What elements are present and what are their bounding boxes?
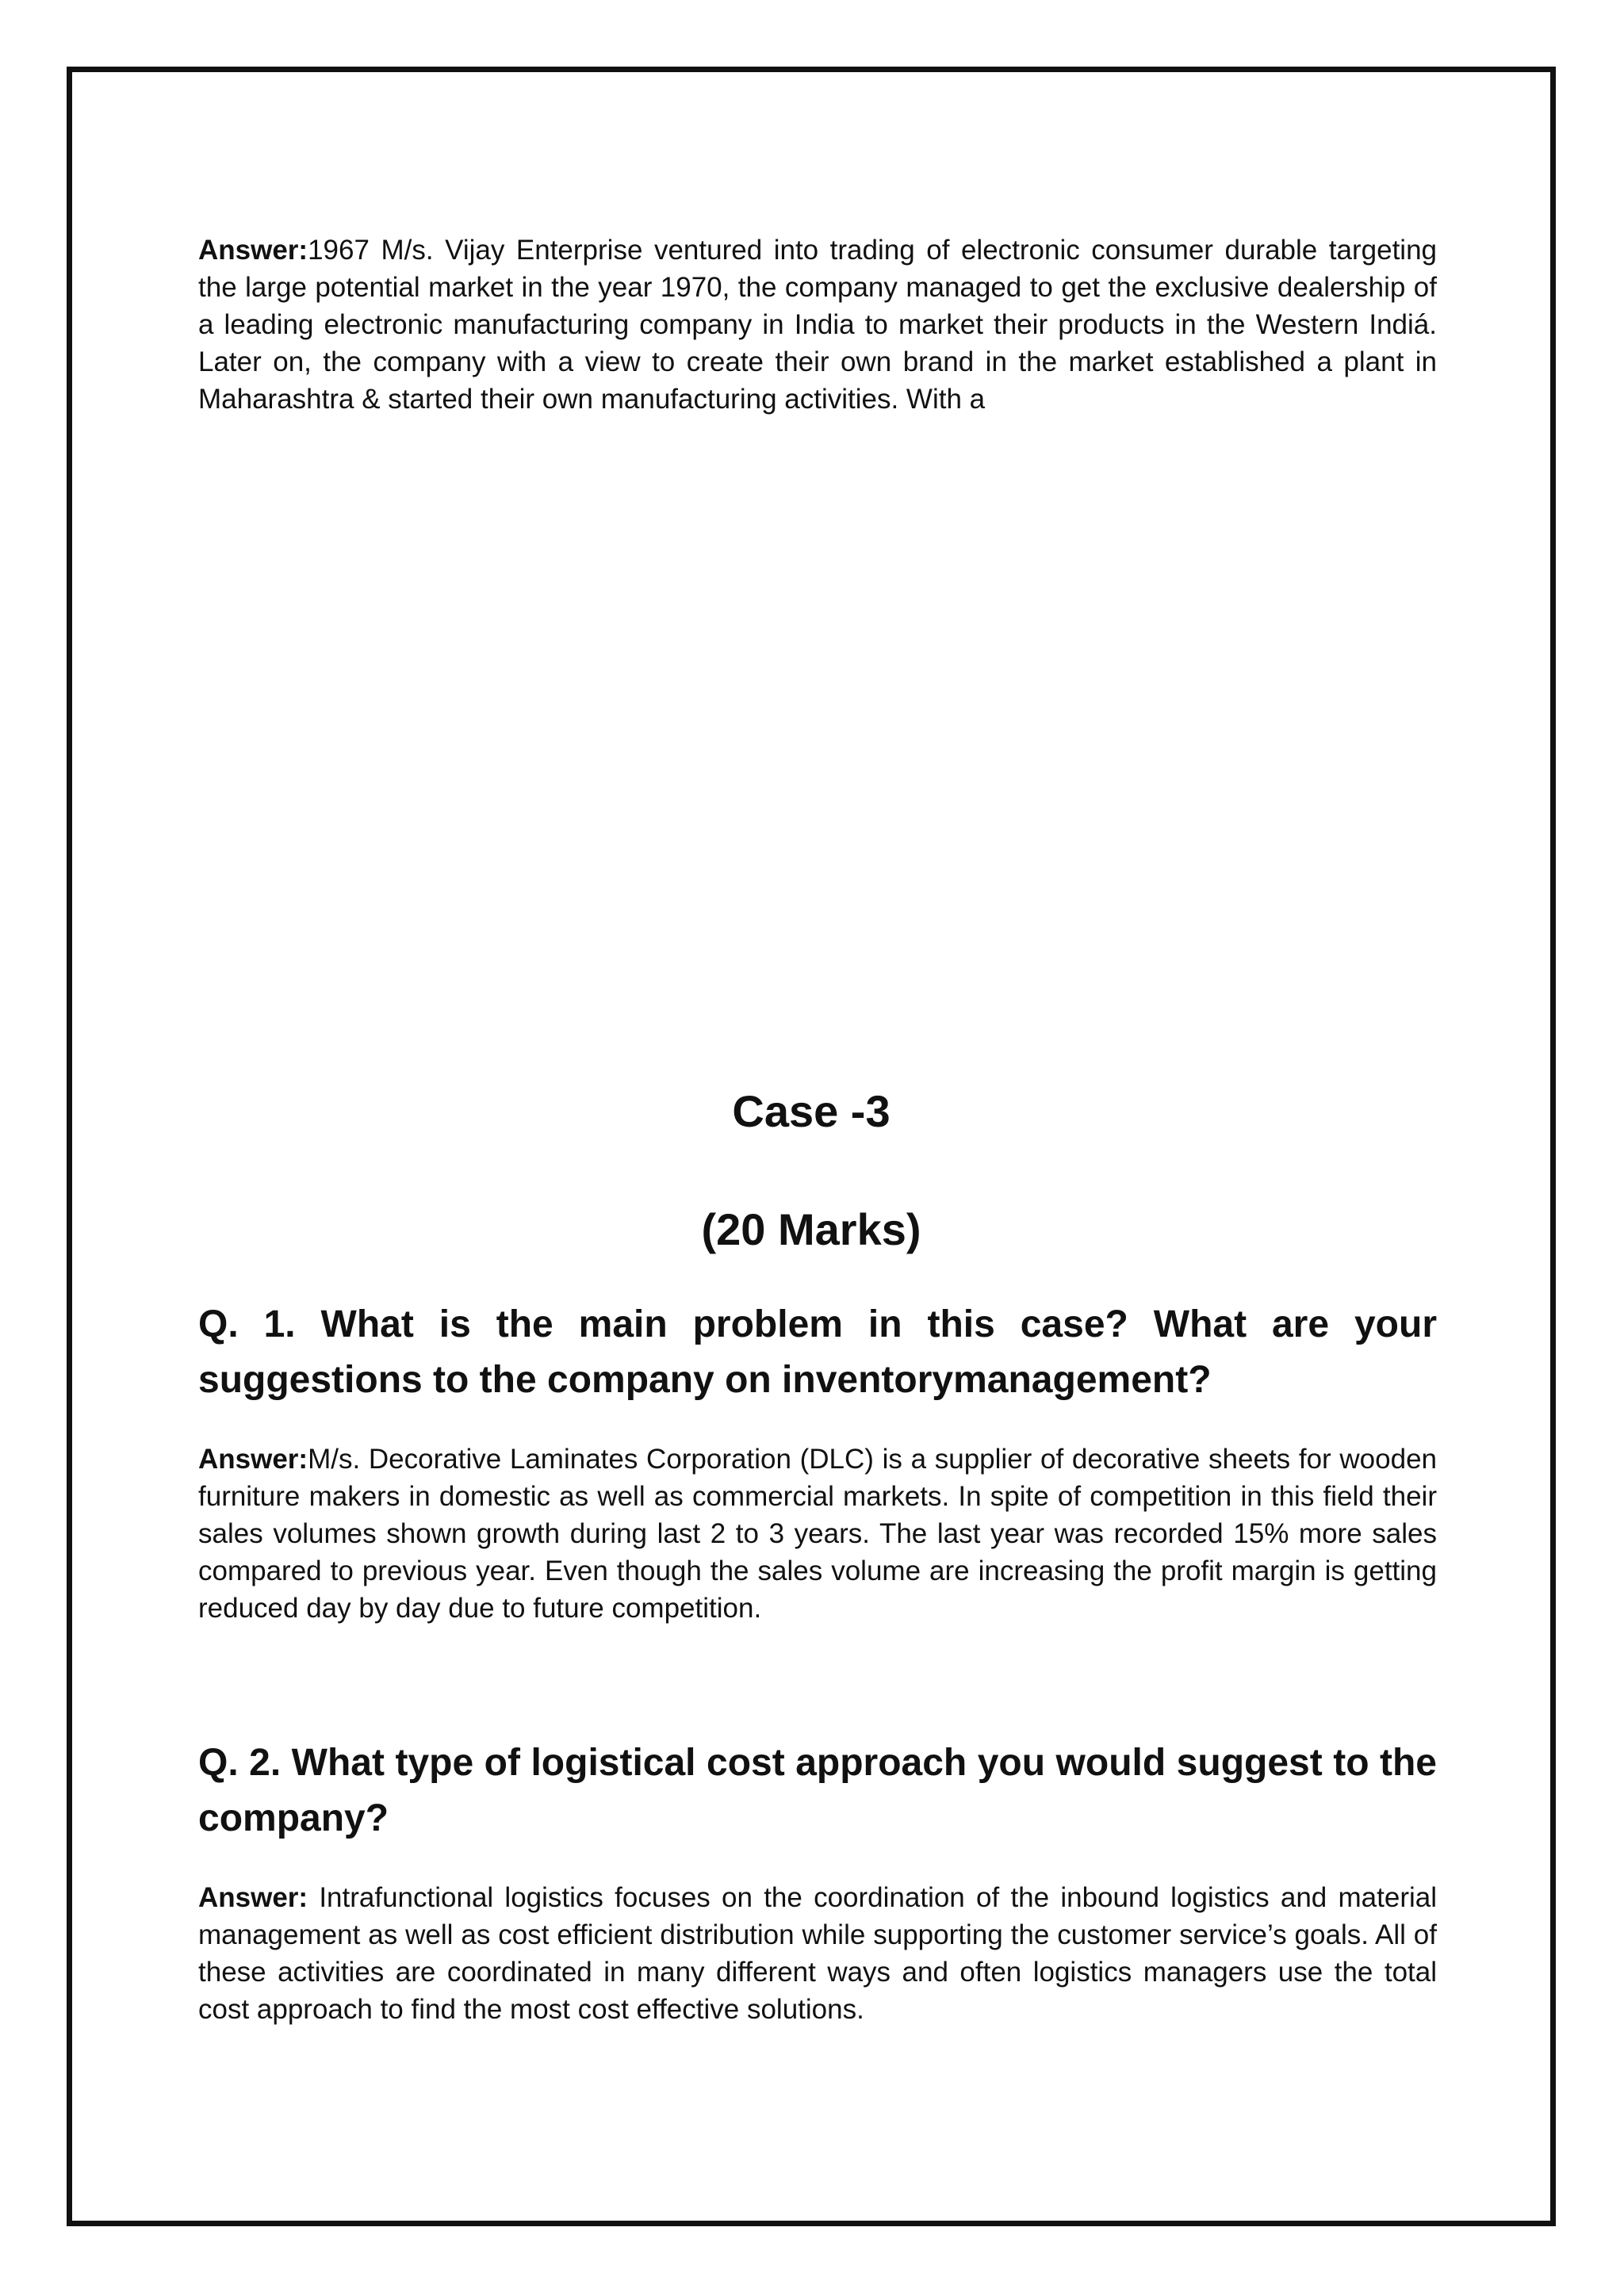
question-1-heading: Q. 1. What is the main problem in this case? What are your suggestions to the company on inventorymanagement? xyxy=(198,1303,1437,1401)
question-1-block xyxy=(198,1297,1437,1408)
case-marks: (20 Marks) xyxy=(701,1204,921,1254)
answer-2-paragraph xyxy=(198,1879,1437,2028)
answer-1-block xyxy=(198,1441,1437,1627)
answer-2-text: Intrafunctional logistics focuses on the coordination of the inbound logistics and material management as well as cost efficient distribution while supporting the customer service’s goals. All of these activities are coordinated in many different ways and often logistics managers use the total cost approach to find the most cost effective solutions. xyxy=(198,1882,1437,2025)
question-2-heading: Q. 2. What type of logistical cost approach you would suggest to the company? xyxy=(198,1742,1437,1839)
answer-2-label: Answer: xyxy=(198,1882,308,1913)
answer-1-paragraph xyxy=(198,1441,1437,1627)
answer-label: Answer: xyxy=(198,235,308,266)
answer-block-intro xyxy=(198,232,1437,418)
answer-text: 1967 M/s. Vijay Enterprise ventured into trading of electronic consumer durable targeting the large potential market in the year 1970, the company managed to get the exclusive dealership of a leading electronic manufacturing company in India to market their products in the Western Indiá. Later on, the company with a view to create their own brand in the market established a plant in Maharashtra & started their own manufacturing activities. With a xyxy=(198,235,1437,415)
answer-1-label: Answer: xyxy=(198,1444,308,1475)
answer-2-block xyxy=(198,1879,1437,2028)
question-2-block xyxy=(198,1735,1437,1846)
answer-paragraph xyxy=(198,232,1437,418)
case-title: Case -3 xyxy=(732,1086,891,1136)
answer-1-text: M/s. Decorative Laminates Corporation (DLC) is a supplier of decorative sheets for wooden furniture makers in domestic as well as commercial markets. In spite of competition in this field their sales volumes shown growth during last 2 to 3 years. The last year was recorded 15% more sales compared to previous year. Even though the sales volume are increasing the profit margin is getting reduced day by day due to future competition. xyxy=(198,1444,1437,1624)
